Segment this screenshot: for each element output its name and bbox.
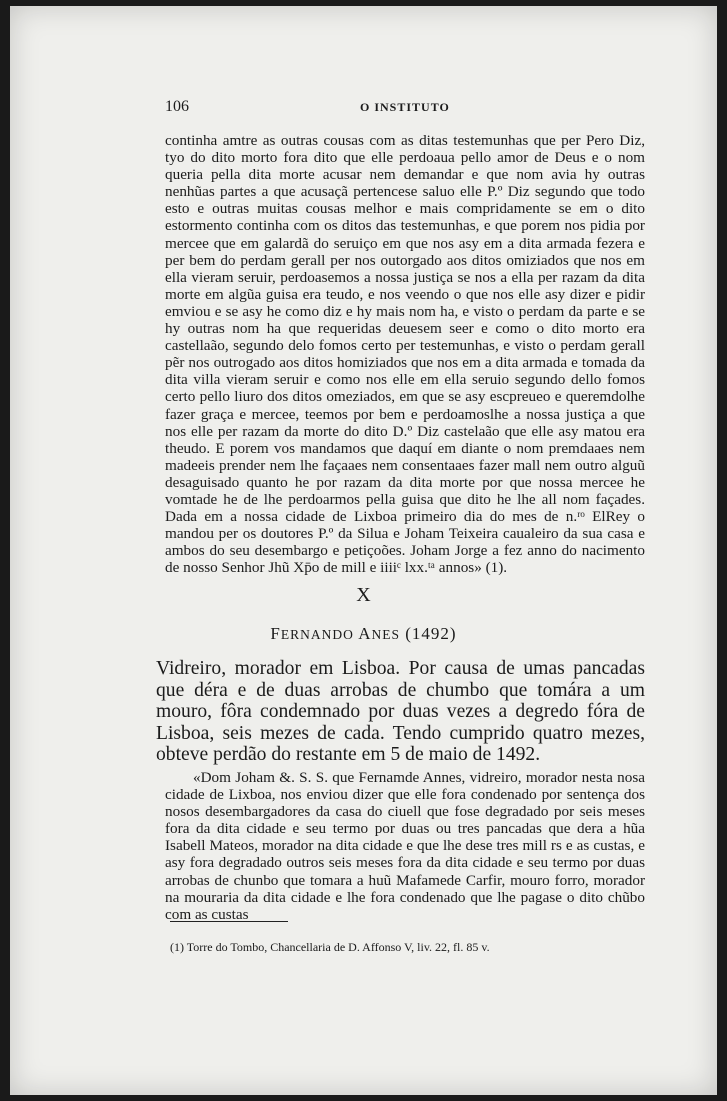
heading-word: NES [371, 627, 400, 642]
heading-initial: F [270, 624, 281, 643]
heading-word: ERNANDO [280, 627, 354, 642]
page-header [165, 98, 645, 120]
footnote: (1) Torre do Tombo, Chancellaria de D. Affonso V, liv. 22, fl. 85 v. [170, 940, 490, 954]
heading-initial: A [358, 624, 372, 643]
continued-document-text [165, 132, 645, 576]
paragraph: «Dom Joham &. S. S. que Fernamde Annes, vidreiro, morador nesta nosa cidade de Lixboa, nos enviou dizer que elle fora condenado por sentença dos nosos desembargadores da casa do ciuell que fose degradado por seis meses fora da dita cidade e seu termo por duas ou tres pancadas que dera a hũa Isabell Mateos, morador na dita cidade e que lhe dese tres mill rs e as custas, e asy fora degradado outros seis meses fora da dita cidade e seu termo por duas arrobas de chunbo que tomara a huũ Mafamede Carfir, mouro forro, morador na mouraria da dita cidade e lhe fora condenado que lhe pagase o dito chũbo com as custas [165, 769, 645, 923]
section-summary: Vidreiro, morador em Lisboa. Por causa de umas pancadas que déra e de duas arrobas de chumbo que tomára a um mouro, fôra condemnado por duas vezes a degredo fóra de Lisboa, seis mezes de cada. Tendo cumprido quatro mezes, obteve perdão do restante em 5 de maio de 1492. [156, 658, 645, 765]
footnote-rule [170, 921, 288, 922]
document-transcription [165, 769, 645, 923]
section-heading [10, 624, 717, 644]
book-page [10, 6, 717, 1095]
paragraph: continha amtre as outras cousas com as ditas testemunhas que per Pero Diz, tyo do dito morto fora dito que elle perdoaua pello amor de Deus e o nom queria pella dita morte acusar nem demandar e que nom avia hy outras nenhũas partes a que acusaçã pertencese saluo elle P.º Diz segundo que todo esto e outras muitas cousas melhor e mais compridamente se em o dito estormento continha com os ditos das testemunhas, e que porem nos pidia por mercee que em galardã do seruiço em que nos asy em a dita armada fezera e per bem do perdam gerall per nos outorgado aos ditos omiziados que nos em ella vieram seruir, perdoasemos a nossa justiça se nos a ella per razam da dita morte em algũa guisa era teudo, e nos veendo o que nos elle asy dizer e pidir emviou e se asy he como diz e hy mais nom ha, e visto o perdam da parte e se hy outras nom ha que requeridas deuesem seer e como o dito morto era castellaão, segundo delo fomos certo per testemunhas, e visto o perdam gerall pẽr nos outrogado aos ditos homiziados que nos em a dita armada e tomada da dita villa vieram seruir e como nos elle em ella seruio segundo dello fomos certo pello liuro dos ditos omeziados, em que se asy escpreueo e queremdolhe fazer graça e mercee, teemos por bem e perdoamoslhe a nossa justiça a que nos elle per razam da morte do dito D.º Diz castelaão que elle asy matou era theudo. E porem vos mandamos que daquí em diante o nom premdaaes nem madeeis prender nem lhe façaaes nem consentaaes fazer mall nem outro alguũ desaguisado quanto he por razam da dita morte por que nossa mercee he vomtade he de lhe perdoarmos pella guisa que dito he lhe all nom façades. Dada em a nossa cidade de Lixboa primeiro dia do mes de n.ʳᵒ ElRey o mandou per os doutores P.º da Silua e Joham Teixeira caualeiro da sua casa e ambos do seu desembargo e petiçoões. Joham Jorge a fez anno do nacimento de nosso Senhor Jhũ Xp̄o de mill e iiiiᶜ lxx.ᵗᵃ annos» (1). [165, 132, 645, 577]
section-numeral: X [356, 584, 371, 606]
page-number: 106 [165, 98, 189, 115]
running-title: O INSTITUTO [360, 100, 450, 114]
heading-year: (1492) [405, 624, 457, 643]
